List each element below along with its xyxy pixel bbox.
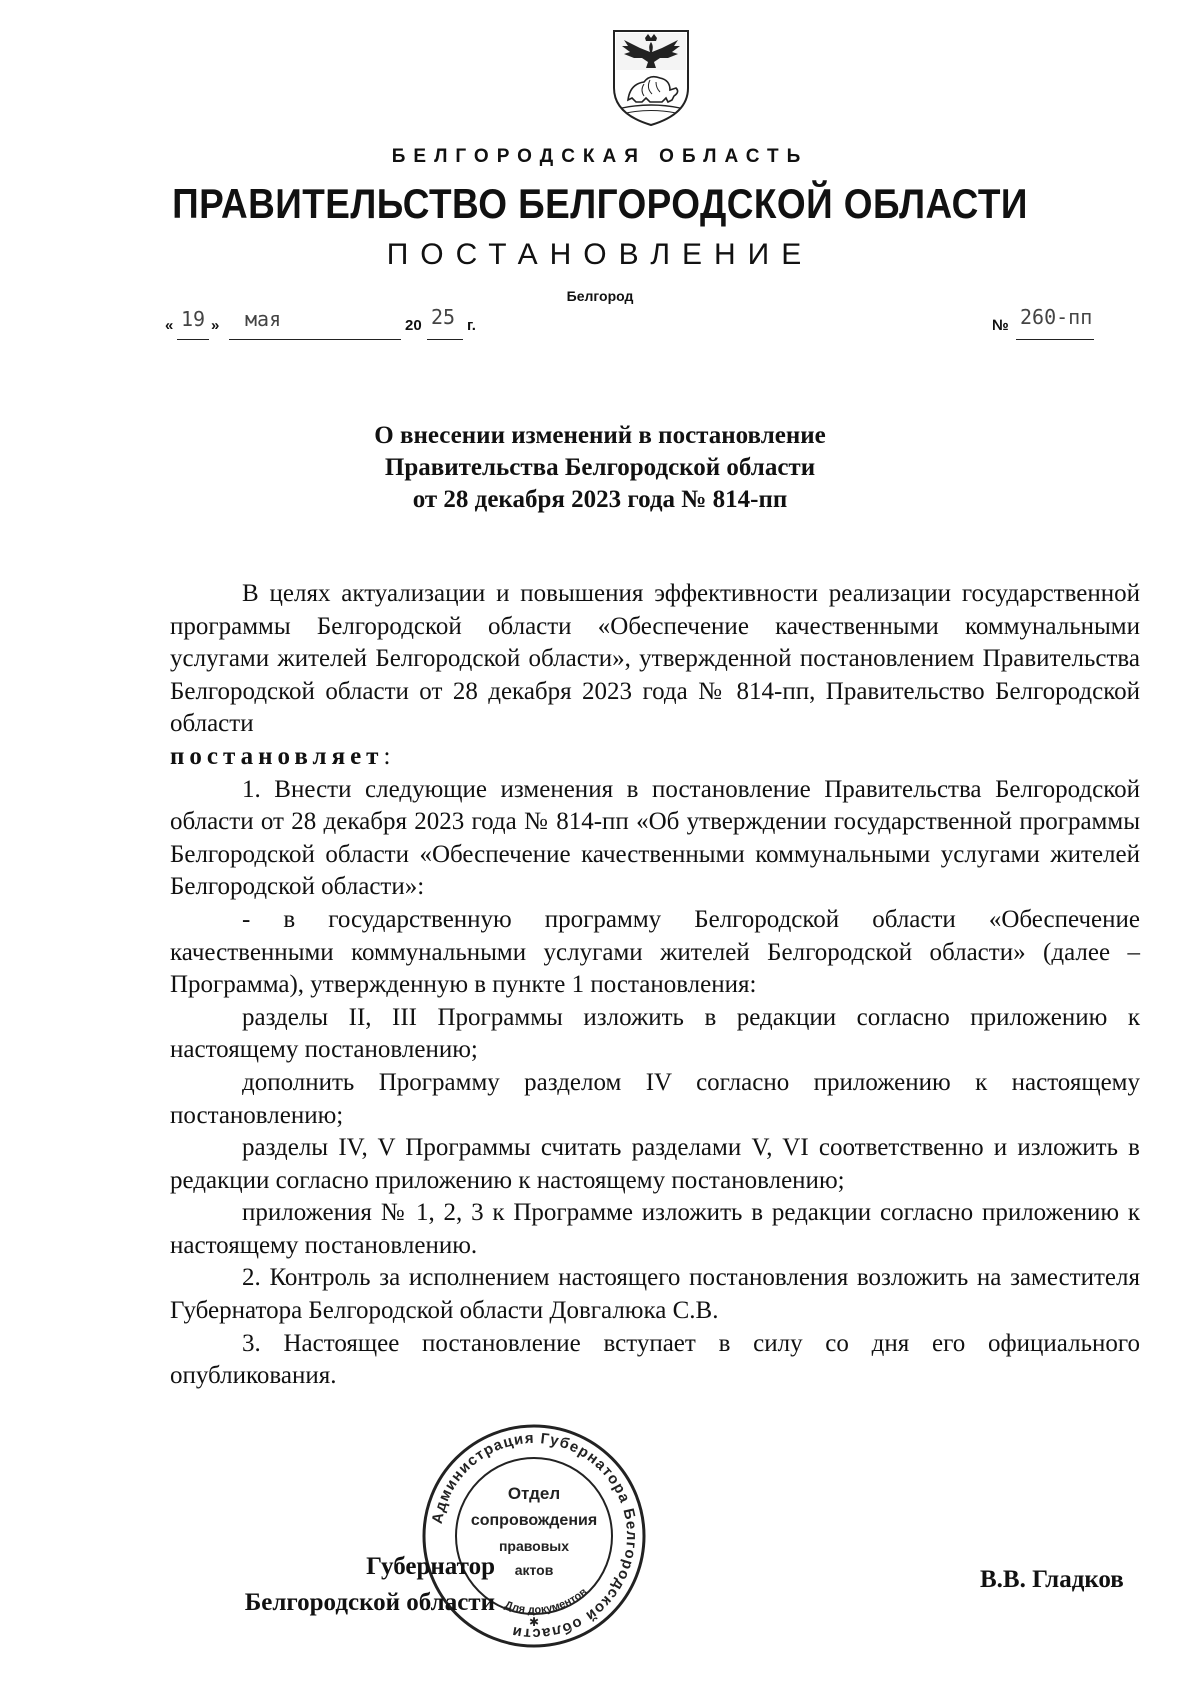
- stamp-line-3: правовых: [498, 1538, 570, 1554]
- stamp-line-1: Отдел: [507, 1484, 561, 1503]
- city-name: Белгород: [566, 288, 634, 304]
- title-line-3: от 28 декабря 2023 года № 814-пп: [412, 486, 788, 513]
- paragraph-appendices: приложения № 1, 2, 3 к Программе изложить в редакции согласно приложению к настоящему постановлению.: [170, 1199, 1140, 1259]
- government-name: ПРАВИТЕЛЬСТВО БЕЛГОРОДСКОЙ ОБЛАСТИ: [172, 180, 1028, 227]
- date-suffix: г.: [467, 317, 476, 334]
- position-line-1: Губернатор: [366, 1553, 495, 1580]
- paragraph-1-program: - в государственную программу Белгородской области «Обеспечение качественными коммунальными услугами жителей Белгородской области» (далее – Программа), утвержденную в пункте 1 постановления:: [170, 905, 1140, 999]
- paragraph-sections-2-3: разделы II, III Программы изложить в редакции согласно приложению к настоящему постановлению;: [170, 1003, 1140, 1064]
- paragraph-section-4: дополнить Программу разделом IV согласно приложению к настоящему постановлению;: [170, 1068, 1140, 1129]
- position-line-2: Белгородской области: [244, 1589, 495, 1616]
- stamp-ring-bottom: Для документов: [503, 1585, 590, 1617]
- title-line-1: О внесении изменений в постановление: [374, 422, 826, 449]
- stamp-ring-text: Администрация Губернатора Белгородской области: [428, 1429, 641, 1643]
- stamp-line-2: сопровождения: [470, 1512, 598, 1529]
- date-close-quote: »: [211, 317, 220, 334]
- paragraph-2: 2. Контроль за исполнением настоящего постановления возложить на заместителя Губернатора Белгородской области Довгалюка С.В.: [170, 1264, 1140, 1325]
- number-value: 260-пп: [1020, 305, 1093, 329]
- svg-text:✱: ✱: [528, 1615, 540, 1629]
- region-name: БЕЛГОРОДСКАЯ ОБЛАСТЬ: [391, 146, 809, 167]
- svg-text:Для документов: [503, 1586, 590, 1617]
- signatory-name: В.В. Гладков: [980, 1566, 1124, 1593]
- date-month: мая: [245, 307, 282, 331]
- paragraph-sections-5-6: разделы IV, V Программы считать разделами V, VI соответственно и изложить в редакции согласно приложению к настоящему постановлению;: [170, 1134, 1140, 1194]
- signatory-position: [195, 1549, 495, 1621]
- document-body: [170, 578, 1140, 1393]
- document-title: [0, 420, 1200, 516]
- date-century: 20: [405, 317, 422, 334]
- preamble-paragraph: В целях актуализации и повышения эффективности реализации государственной программы Белгородской области «Обеспечение качественными коммунальными услугами жителей Белгородской области», утвержденной постановлением Правительства Белгородской области от 28 декабря 2023 года № 814-пп, Правительство Белгородской области постановляет:: [170, 580, 1140, 770]
- date-year: 25: [431, 305, 456, 329]
- date-day: 19: [181, 307, 206, 331]
- document-number: [992, 305, 1122, 345]
- paragraph-1: 1. Внести следующие изменения в постановление Правительства Белгородской области от 28 декабря 2023 года № 814-пп «Об утверждении государственной программы Белгородской области «Обеспечение качественными коммунальными услугами жителей Белгородской области»:: [170, 775, 1140, 901]
- coat-of-arms-emblem: [610, 28, 692, 128]
- document-type: ПОСТАНОВЛЕНИЕ: [386, 238, 814, 271]
- stamp-line-4: актов: [514, 1562, 554, 1578]
- decides-word: постановляет: [170, 742, 384, 770]
- date-open-quote: «: [165, 317, 174, 334]
- number-label: №: [992, 317, 1009, 334]
- title-line-2: Правительства Белгородской области: [384, 454, 816, 481]
- paragraph-3: 3. Настоящее постановление вступает в силу со дня его официального опубликования.: [170, 1329, 1140, 1390]
